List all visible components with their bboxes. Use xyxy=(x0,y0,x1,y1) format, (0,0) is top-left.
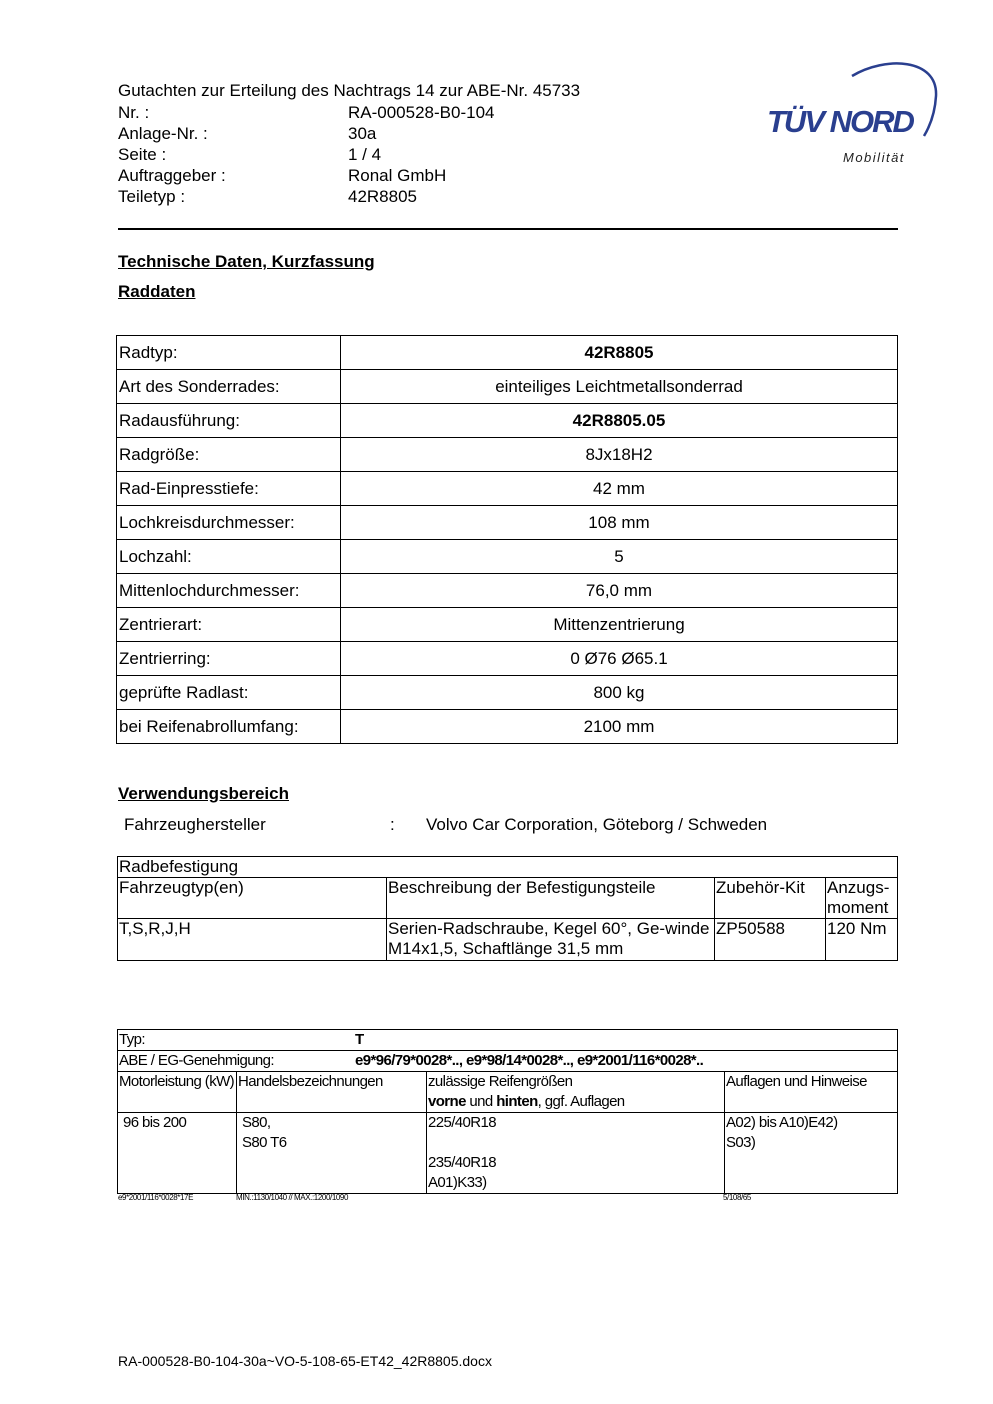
table-row xyxy=(118,1113,898,1194)
fine-print-approval: e9*2001/116*0028*17E xyxy=(118,1193,194,1202)
spec-value: 0 Ø76 Ø65.1 xyxy=(341,642,898,676)
tyres-cell xyxy=(427,1113,725,1194)
spec-value: 42R8805 xyxy=(341,336,898,370)
logo-wordmark: TÜV NORD xyxy=(767,104,913,139)
spec-label: Zentrierart: xyxy=(117,608,341,642)
tyres-header-rest: , ggf. Auflagen xyxy=(537,1093,625,1110)
usage-heading: Verwendungsbereich xyxy=(118,784,289,803)
vehicle-table xyxy=(117,1029,898,1194)
table-row xyxy=(117,676,898,710)
table-row xyxy=(117,540,898,574)
fine-print-dimensions: MIN.:1130/1040 // MAX.:1200/1090 xyxy=(236,1193,349,1202)
table-row xyxy=(117,506,898,540)
spec-label: Lochzahl: xyxy=(117,540,341,574)
typ-label: Typ: xyxy=(119,1031,145,1048)
table-row xyxy=(117,370,898,404)
tyres-header-front: vorne xyxy=(428,1093,466,1110)
tyre-size: 235/40R18 xyxy=(428,1154,496,1171)
spec-label: bei Reifenabrollumfang: xyxy=(117,710,341,744)
table-row xyxy=(117,710,898,744)
spec-label: Radausführung: xyxy=(117,404,341,438)
manufacturer-label: Fahrzeughersteller xyxy=(124,815,266,834)
section-heading: Technische Daten, Kurzfassung xyxy=(118,252,375,271)
header-cell: Handelsbezeichnungen xyxy=(237,1072,427,1113)
manufacturer-separator: : xyxy=(390,815,395,834)
note-item: A02) bis A10)E42) xyxy=(726,1114,838,1131)
spec-label: Rad-Einpresstiefe: xyxy=(117,472,341,506)
typ-row xyxy=(118,1030,898,1051)
spec-value: Mittenzentrierung xyxy=(341,608,898,642)
table-row xyxy=(118,1051,898,1072)
spec-value: 5 xyxy=(341,540,898,574)
fastening-title: Radbefestigung xyxy=(118,857,898,878)
abe-value: e9*96/79*0028*.., e9*98/14*0028*.., e9*2001/116*0028*.. xyxy=(355,1052,704,1069)
header-cell-tyres xyxy=(427,1072,725,1113)
table-row xyxy=(117,642,898,676)
section-subheading: Raddaten xyxy=(118,282,196,301)
spec-value: 2100 mm xyxy=(341,710,898,744)
table-cell: ZP50588 xyxy=(715,919,826,961)
names-cell xyxy=(237,1113,427,1194)
tyres-header-rear: hinten xyxy=(496,1093,538,1110)
note-item: S03) xyxy=(726,1134,756,1151)
spec-value: 76,0 mm xyxy=(341,574,898,608)
table-cell: 120 Nm xyxy=(826,919,898,961)
header-label: Seite : xyxy=(118,145,167,164)
table-row xyxy=(117,574,898,608)
header-value: 1 / 4 xyxy=(348,145,382,164)
abe-row xyxy=(118,1051,898,1072)
header-label: Teiletyp : xyxy=(118,187,186,206)
wheel-data-table xyxy=(116,335,898,744)
footer-filename: RA-000528-B0-104-30a~VO-5-108-65-ET42_42R8805.docx xyxy=(118,1353,492,1369)
table-row xyxy=(117,404,898,438)
spec-value: 42R8805.05 xyxy=(341,404,898,438)
table-row xyxy=(117,336,898,370)
header-cell: Beschreibung der Befestigungsteile xyxy=(387,878,715,919)
table-header-row xyxy=(118,878,898,919)
spec-label: Zentrierring: xyxy=(117,642,341,676)
tuev-nord-logo xyxy=(760,58,940,168)
table-row xyxy=(118,857,898,878)
spec-value: einteiliges Leichtmetallsonderrad xyxy=(341,370,898,404)
header-cell: Zubehör-Kit xyxy=(715,878,826,919)
table-row xyxy=(117,608,898,642)
fastening-table xyxy=(117,856,898,961)
spec-value: 42 mm xyxy=(341,472,898,506)
notes-cell xyxy=(725,1113,898,1194)
table-row xyxy=(118,1030,898,1051)
power-cell: 96 bis 200 xyxy=(118,1113,237,1194)
header-cell: Auflagen und Hinweise xyxy=(725,1072,898,1113)
header-value: RA-000528-B0-104 xyxy=(348,103,495,122)
header-label: Nr. : xyxy=(118,103,150,122)
spec-value: 108 mm xyxy=(341,506,898,540)
header-value: 30a xyxy=(348,124,377,143)
header-value: 42R8805 xyxy=(348,187,418,206)
table-header-row xyxy=(118,1072,898,1113)
spec-label: geprüfte Radlast: xyxy=(117,676,341,710)
spec-label: Radtyp: xyxy=(117,336,341,370)
abe-label: ABE / EG-Genehmigung: xyxy=(119,1052,274,1069)
tyre-notes: A01)K33) xyxy=(428,1174,487,1191)
header-cell: Motorleistung (kW) xyxy=(118,1072,237,1113)
table-cell: T,S,R,J,H xyxy=(118,919,387,961)
manufacturer-row xyxy=(124,815,884,836)
header-divider xyxy=(118,228,898,230)
typ-value: T xyxy=(355,1031,364,1048)
header-value: Ronal GmbH xyxy=(348,166,447,185)
table-row xyxy=(117,438,898,472)
spec-label: Lochkreisdurchmesser: xyxy=(117,506,341,540)
header-cell: Fahrzeugtyp(en) xyxy=(118,878,387,919)
table-cell: Serien-Radschraube, Kegel 60°, Ge-winde M14x1,5, Schaftlänge 31,5 mm xyxy=(387,919,715,961)
name-item: S80, xyxy=(242,1114,271,1131)
manufacturer-value: Volvo Car Corporation, Göteborg / Schweden xyxy=(426,815,768,834)
header-cell: Anzugs-moment xyxy=(826,878,898,919)
spec-label: Art des Sonderrades: xyxy=(117,370,341,404)
header-label: Anlage-Nr. : xyxy=(118,124,208,143)
document-title: Gutachten zur Erteilung des Nachtrags 14 zur ABE-Nr. 45733 xyxy=(118,81,581,100)
name-item: S80 T6 xyxy=(242,1134,287,1151)
spec-value: 800 kg xyxy=(341,676,898,710)
tyre-size: 225/40R18 xyxy=(428,1114,496,1131)
spec-label: Radgröße: xyxy=(117,438,341,472)
spec-value: 8Jx18H2 xyxy=(341,438,898,472)
logo-subtitle: Mobilität xyxy=(843,150,905,165)
tyres-header-line1: zulässige Reifengrößen xyxy=(428,1073,573,1090)
table-row xyxy=(118,919,898,961)
table-row xyxy=(117,472,898,506)
spec-label: Mittenlochdurchmesser: xyxy=(117,574,341,608)
header-label: Auftraggeber : xyxy=(118,166,226,185)
tyres-header-and: und xyxy=(465,1093,497,1110)
fine-print-bolt-pattern: 5/108/65 xyxy=(723,1193,751,1202)
